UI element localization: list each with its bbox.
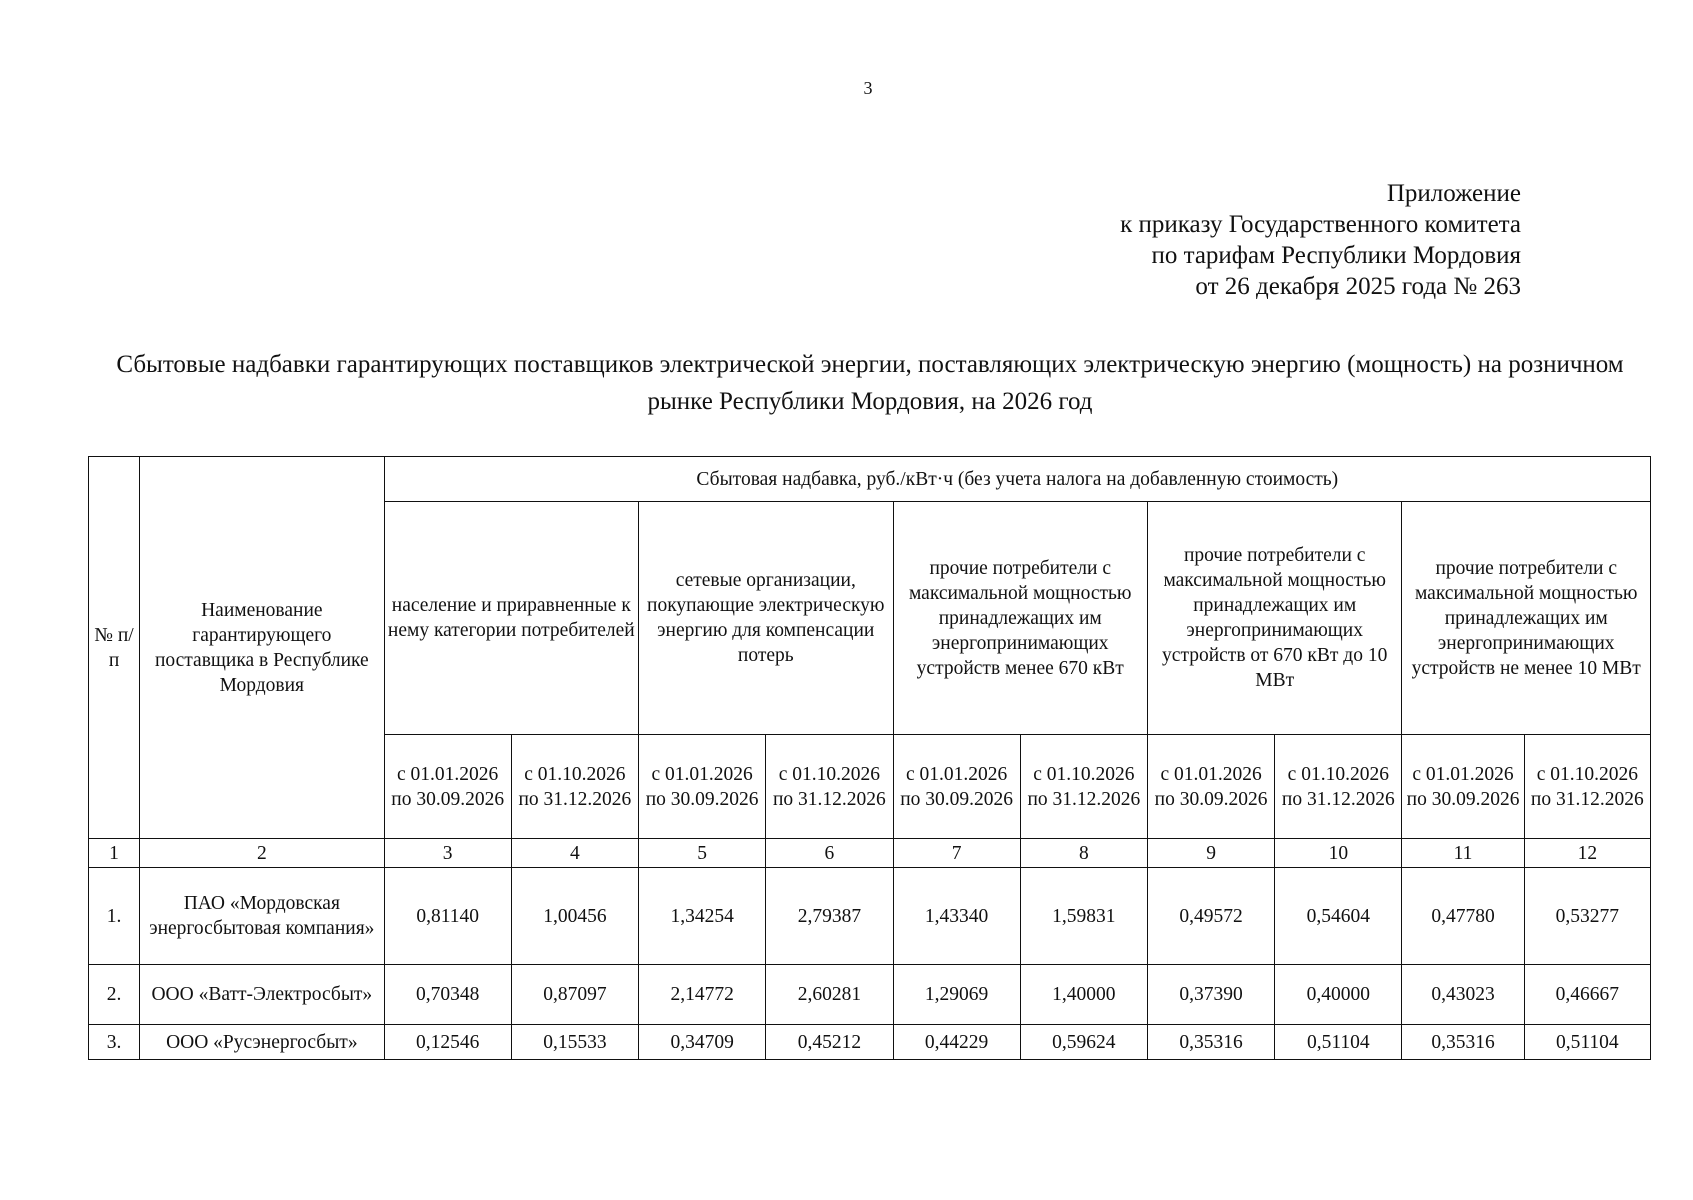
markup-value: 0,45212 bbox=[766, 1025, 893, 1060]
markup-value: 1,40000 bbox=[1020, 965, 1147, 1025]
row-number: 2. bbox=[89, 965, 140, 1025]
column-number: 11 bbox=[1402, 839, 1524, 868]
appendix-line-4: от 26 декабря 2025 года № 263 bbox=[1195, 273, 1521, 300]
markup-value: 0,46667 bbox=[1524, 965, 1650, 1025]
header-period: с 01.01.2026 по 30.09.2026 bbox=[1147, 735, 1274, 839]
header-row-number: № п/п bbox=[89, 457, 140, 839]
markup-value: 0,59624 bbox=[1020, 1025, 1147, 1060]
header-category: прочие потребители с максимальной мощностью принадлежащих им энергопринимающих устройств менее 670 кВт bbox=[893, 502, 1147, 735]
header-period: с 01.10.2026 по 31.12.2026 bbox=[1275, 735, 1402, 839]
markup-value: 0,47780 bbox=[1402, 868, 1524, 965]
header-category: прочие потребители с максимальной мощностью принадлежащих им энергопринимающих устройств от 670 кВт до 10 МВт bbox=[1147, 502, 1401, 735]
table-row bbox=[89, 965, 1651, 1025]
header-period: с 01.10.2026 по 31.12.2026 bbox=[1524, 735, 1650, 839]
markup-value: 0,51104 bbox=[1275, 1025, 1402, 1060]
markup-value: 0,53277 bbox=[1524, 868, 1650, 965]
markup-value: 1,34254 bbox=[639, 868, 766, 965]
markup-value: 1,29069 bbox=[893, 965, 1020, 1025]
header-period: с 01.01.2026 по 30.09.2026 bbox=[639, 735, 766, 839]
markup-value: 0,54604 bbox=[1275, 868, 1402, 965]
column-number: 1 bbox=[89, 839, 140, 868]
supplier-name: ООО «Ватт-Электросбыт» bbox=[140, 965, 384, 1025]
supplier-name: ООО «Русэнергосбыт» bbox=[140, 1025, 384, 1060]
markup-value: 0,34709 bbox=[639, 1025, 766, 1060]
column-number: 2 bbox=[140, 839, 384, 868]
header-category: население и приравненные к нему категории потребителей bbox=[384, 502, 638, 735]
column-number: 5 bbox=[639, 839, 766, 868]
markup-value: 1,00456 bbox=[511, 868, 638, 965]
markup-value: 1,43340 bbox=[893, 868, 1020, 965]
markup-value: 0,81140 bbox=[384, 868, 511, 965]
markup-value: 1,59831 bbox=[1020, 868, 1147, 965]
column-number: 9 bbox=[1147, 839, 1274, 868]
tariff-table bbox=[88, 456, 1651, 1060]
markup-value: 0,35316 bbox=[1147, 1025, 1274, 1060]
appendix-line-2: к приказу Государственного комитета bbox=[1120, 211, 1521, 238]
markup-value: 0,15533 bbox=[511, 1025, 638, 1060]
document-title: Сбытовые надбавки гарантирующих поставщиков электрической энергии, поставляющих электрическую энергию (мощность) на розничном рынке Республики Мордовия, на 2026 год bbox=[116, 351, 1624, 415]
appendix-line-1: Приложение bbox=[1386, 180, 1521, 207]
markup-value: 0,35316 bbox=[1402, 1025, 1524, 1060]
header-period: с 01.10.2026 по 31.12.2026 bbox=[1020, 735, 1147, 839]
row-number: 1. bbox=[89, 868, 140, 965]
markup-value: 2,79387 bbox=[766, 868, 893, 965]
column-number: 8 bbox=[1020, 839, 1147, 868]
column-number: 6 bbox=[766, 839, 893, 868]
markup-value: 0,43023 bbox=[1402, 965, 1524, 1025]
header-supplier-name: Наименование гарантирующего поставщика в Республике Мордовия bbox=[140, 457, 384, 839]
column-number: 10 bbox=[1275, 839, 1402, 868]
markup-value: 0,44229 bbox=[893, 1025, 1020, 1060]
markup-value: 0,37390 bbox=[1147, 965, 1274, 1025]
column-number: 7 bbox=[893, 839, 1020, 868]
markup-value: 2,60281 bbox=[766, 965, 893, 1025]
column-number: 12 bbox=[1524, 839, 1650, 868]
row-number: 3. bbox=[89, 1025, 140, 1060]
header-category: прочие потребители с максимальной мощностью принадлежащих им энергопринимающих устройств не менее 10 МВт bbox=[1402, 502, 1651, 735]
header-period: с 01.10.2026 по 31.12.2026 bbox=[511, 735, 638, 839]
table-row bbox=[89, 1025, 1651, 1060]
header-group-markup: Сбытовая надбавка, руб./кВт·ч (без учета налога на добавленную стоимость) bbox=[384, 457, 1650, 502]
markup-value: 0,51104 bbox=[1524, 1025, 1650, 1060]
markup-value: 2,14772 bbox=[639, 965, 766, 1025]
header-period: с 01.01.2026 по 30.09.2026 bbox=[1402, 735, 1524, 839]
markup-value: 0,40000 bbox=[1275, 965, 1402, 1025]
appendix-block bbox=[1120, 178, 1521, 302]
table-row bbox=[89, 868, 1651, 965]
column-number-row bbox=[89, 839, 1651, 868]
markup-value: 0,12546 bbox=[384, 1025, 511, 1060]
markup-value: 0,70348 bbox=[384, 965, 511, 1025]
supplier-name: ПАО «Мордовская энергосбытовая компания» bbox=[140, 868, 384, 965]
header-period: с 01.01.2026 по 30.09.2026 bbox=[893, 735, 1020, 839]
header-period: с 01.01.2026 по 30.09.2026 bbox=[384, 735, 511, 839]
header-period: с 01.10.2026 по 31.12.2026 bbox=[766, 735, 893, 839]
header-category: сетевые организации, покупающие электрическую энергию для компенсации потерь bbox=[639, 502, 893, 735]
markup-value: 0,49572 bbox=[1147, 868, 1274, 965]
appendix-line-3: по тарифам Республики Мордовия bbox=[1151, 242, 1521, 269]
column-number: 4 bbox=[511, 839, 638, 868]
page-number: 3 bbox=[863, 78, 873, 98]
markup-value: 0,87097 bbox=[511, 965, 638, 1025]
column-number: 3 bbox=[384, 839, 511, 868]
